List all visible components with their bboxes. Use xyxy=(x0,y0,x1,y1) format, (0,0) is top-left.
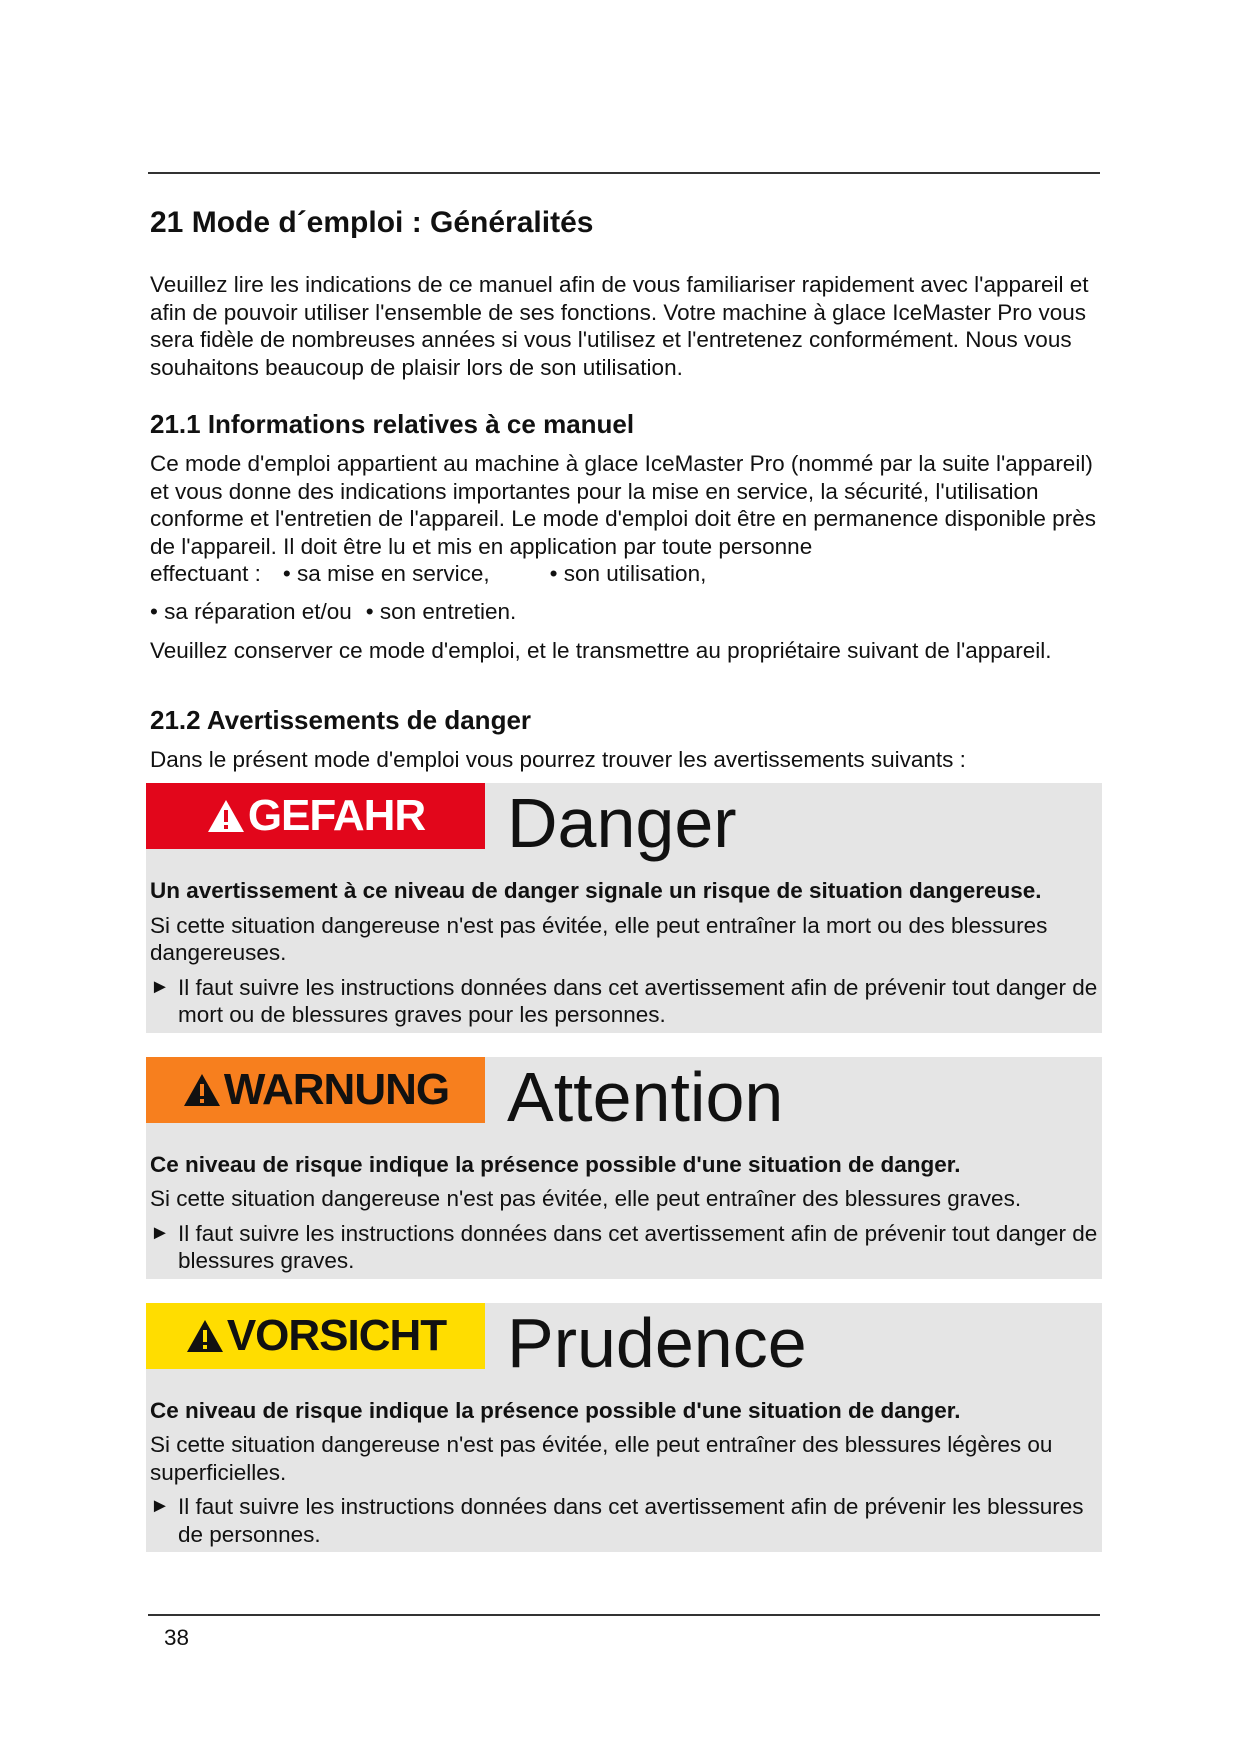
warning-box-prudence xyxy=(146,1303,1102,1553)
subsection-title-warnings: 21.2 Avertissements de danger xyxy=(150,704,532,735)
bullet-line-1 xyxy=(150,560,1100,588)
warning-instruction xyxy=(150,1493,1098,1548)
warning-description: Si cette situation dangereuse n'est pas évitée, elle peut entraîner la mort ou des blessures dangereuses. xyxy=(150,912,1048,966)
warning-word: Prudence xyxy=(507,1303,807,1382)
page-content xyxy=(150,205,1100,1552)
keep-manual-paragraph: Veuillez conserver ce mode d'emploi, et le transmettre au propriétaire suivant de l'appareil. xyxy=(150,638,1052,664)
header-rule xyxy=(148,172,1100,174)
bullet-item: • son entretien. xyxy=(365,598,517,624)
bullets-lead: effectuant : xyxy=(150,561,261,587)
badge-label: GEFAHR xyxy=(247,791,426,841)
warning-box-danger xyxy=(146,783,1102,1033)
warning-instruction xyxy=(150,1220,1098,1275)
instruction-text: Il faut suivre les instructions données dans cet avertissement afin de prévenir tout danger de blessures graves. xyxy=(178,1220,1098,1274)
arrow-icon: ► xyxy=(150,1495,170,1518)
warning-word: Danger xyxy=(507,784,737,863)
warning-triangle-icon xyxy=(206,796,246,836)
warning-badge-warnung xyxy=(146,1057,485,1123)
arrow-icon: ► xyxy=(150,1221,170,1244)
warnings-intro-paragraph: Dans le présent mode d'emploi vous pourrez trouver les avertissements suivants : xyxy=(150,746,966,772)
page-number: 38 xyxy=(164,1625,190,1650)
warning-description: Si cette situation dangereuse n'est pas évitée, elle peut entraîner des blessures légères ou superficielles. xyxy=(150,1432,1053,1485)
bullet-item: • son utilisation, xyxy=(549,561,707,587)
instruction-text: Il faut suivre les instructions données dans cet avertissement afin de prévenir tout danger de mort ou de blessures graves pour les personnes. xyxy=(178,974,1098,1028)
arrow-icon: ► xyxy=(150,975,170,998)
bullet-item: • sa réparation et/ou xyxy=(150,598,352,624)
bullet-item: • sa mise en service, xyxy=(282,561,490,587)
warning-bold-text: Un avertissement à ce niveau de danger signale un risque de situation dangereuse. xyxy=(150,878,1042,904)
warning-description: Si cette situation dangereuse n'est pas évitée, elle peut entraîner des blessures graves. xyxy=(150,1186,1022,1212)
warning-badge-gefahr xyxy=(146,783,485,849)
warning-instruction xyxy=(150,974,1098,1029)
section-title: 21 Mode d´emploi : Généralités xyxy=(150,206,594,239)
badge-label: WARNUNG xyxy=(223,1064,450,1114)
bullet-line-2 xyxy=(150,598,1100,626)
badge-label: VORSICHT xyxy=(226,1310,447,1360)
warning-triangle-icon xyxy=(185,1316,225,1356)
warning-box-attention xyxy=(146,1057,1102,1279)
warning-word: Attention xyxy=(507,1057,784,1136)
warning-badge-vorsicht xyxy=(146,1303,485,1369)
manual-info-paragraph: Ce mode d'emploi appartient au machine à glace IceMaster Pro (nommé par la suite l'appareil) et vous donne des indications importantes pour la mise en service, la sécurité, l'utilisation conforme et l'entretien de l'appareil. Le mode d'emploi doit être en permanence disponible près de l'appareil. Il doit être lu et mis en application par toute personne xyxy=(150,451,1096,559)
footer-rule xyxy=(148,1614,1100,1616)
warning-bold-text: Ce niveau de risque indique la présence possible d'une situation de danger. xyxy=(150,1151,961,1177)
warning-bold-text: Ce niveau de risque indique la présence possible d'une situation de danger. xyxy=(150,1397,961,1423)
subsection-title-manual-info: 21.1 Informations relatives à ce manuel xyxy=(150,409,635,439)
intro-paragraph: Veuillez lire les indications de ce manuel afin de vous familiariser rapidement avec l'appareil et afin de pouvoir utiliser l'ensemble de ses fonctions. Votre machine à glace IceMaster Pro vous sera fidèle de nombreuses années si vous l'utilisez et l'entretenez conformément. Nous vous souhaitons beaucoup de plaisir lors de son utilisation. xyxy=(150,272,1089,380)
warning-triangle-icon xyxy=(182,1070,222,1110)
instruction-text: Il faut suivre les instructions données dans cet avertissement afin de prévenir les blessures de personnes. xyxy=(178,1494,1084,1547)
